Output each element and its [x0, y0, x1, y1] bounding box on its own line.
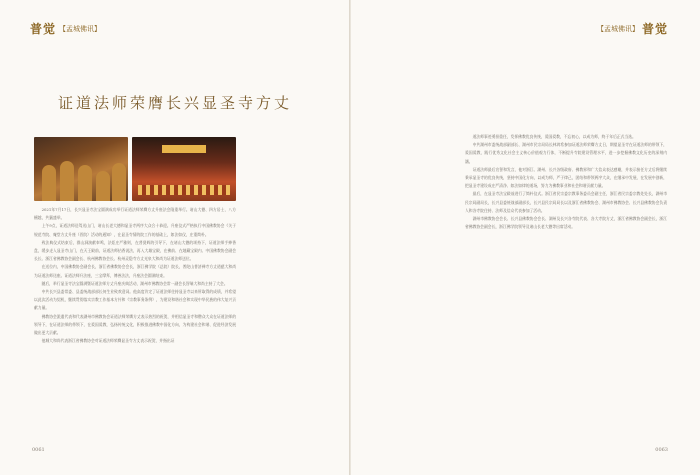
article-title: 证道法师荣膺长兴显圣寺方丈 — [58, 94, 293, 112]
column-label: 【孟城佛讯】 — [59, 24, 102, 33]
paragraph: 随后，举行显圣寺法宝圆满暨证道法师方丈升座庆典活动，湖州市佛教协会常一副会长智瑞大和尚主持了大会。 — [41, 280, 228, 286]
paragraph: 道法师事迹勇担重任，发挥佛教优良传统，爱国爱教，不忘初心，以戒为师，终于年后正式当选。 — [472, 134, 636, 139]
paragraph: 在送位内，中国佛教协会副会长，浙江省佛教协会会长，浙江佛学院（总院）院长，普陀山普济禅寺方丈道慈大和尚为证道法师送座。证道法师升法座，三宝摩拜，傅善法法，升座法会圆满结束。 — [34, 264, 236, 278]
paragraph: 致法典仪式结束后，群山洞演献奉鸣，法炬庄严雅则，在普贤辉的引导下，在诸山大德的颂持下，证道法师手捧香盘，缓步走入显圣寺山门，在天王殿前，证道法师拈香说法，再入大雄宝殿，在佛前、在地藏宝殿内、中国佛教协会副会长长、浙江省佛教协会副会长、杭州佛教协会长、杭州灵隐寺方丈光泉大和尚为证道法师送位。 — [34, 239, 236, 262]
ceremony-photo-monks — [34, 137, 128, 201]
paragraph: 中共湖州市委统战部副部长、湖州市民宗局局长林鸿希参加证道法师荣膺方丈日，期望显圣寺在证道法师的带领下，爱国爱教，践行优秀文化社会主义核心价值观力行体，不断提升寺院建设管理水平，进一步挖掘佛教文化历史的深刻内涵。 — [465, 142, 667, 164]
article-body-right — [465, 133, 667, 231]
left-page — [0, 0, 349, 475]
right-page — [351, 0, 700, 475]
article-body-left — [34, 206, 236, 345]
ceremony-photo-hall — [132, 137, 236, 201]
paragraph: 2021年7月17日，长兴显圣寺法宝圆满成功举行证道法师荣膺方丈升座法会隆重举行。诸山大德、四方居士，八方檀越，共襄盛举。 — [34, 207, 236, 221]
magazine-logo: 普觉 — [30, 22, 57, 36]
paragraph: 湖州市佛教协会会长、长兴县佛教协会会长、湖州及长兴各寺院代表、各大寺院方丈，浙江省佛教协会副会长，浙江省佛教协会副会长，浙江佛学院领导及诸山长老大德等出席活动。 — [465, 216, 667, 230]
brand-header — [30, 20, 101, 37]
paragraph: 上午9点，证道法师送驾送山门，诸山长老大德和显圣寺两序大众合十恭迎。升座仪式严格执行中国佛教协会《关于规范寺院、庵堂方丈升座（晋院）活动的通知》，在显圣寺情的院工作的基础上，如法如仪，庄重简朴。 — [34, 223, 236, 237]
paragraph: 佛教协会派遣代表和代表湖州市佛教协会证道法师荣膺方丈表示热烈的祝贺，并相信显圣寺和僧众大众在证道法师的领导下，在证道法师的带领下，在爱国爱教，弘扬传统文化，积极推进佛教中国化方向，为构建社会和谐、促进经济发展做出更大贡献。 — [34, 313, 236, 336]
page-number-right: 0063 — [655, 447, 668, 453]
paragraph: 最后，在显圣寺法宝殿前进行了简朴仪式。浙江省民宗委宗教事务委员会副主任，浙江省民宗委宗教处处长，湖州市民宗局副局长，长兴县委统战部副部长，长兴县民宗局局长以及浙江省佛教协会、湖州市佛教协会、长兴县佛教协会负责人和各寺院住持、法师及信众代表参加了活动。 — [465, 191, 667, 213]
paragraph: 中共长兴县委常委、县委统战部部长何生业致欢迎词。他高度肯定了证道法师往持显圣寺以来所取得的成绩，并希望以此次活动为契机，继续贯彻落实宗教工作基本方针和《宗教事务条例》，为建设和谐社会和实现中华民族的伟大复兴贡献力量。 — [34, 289, 236, 311]
magazine-logo: 普觉 — [641, 22, 668, 36]
page-number-left: 0061 — [32, 447, 45, 453]
column-label: 【孟城佛讯】 — [596, 24, 639, 33]
paragraph: 证道法师最后宣誓和发言，他对浙江、湖州、长兴各级政府、佛教界和广大信众表达感谢，并表示接任方丈后将继续秉承显圣寺的优良传统，坚持中国化方向，以戒为师，严于律己，团结和带领两序大众，在继承中发展，在发展中创新，把显圣寺建设成庄严清净、如法如律的道场，努力为佛教事业和社会和谐贡献力量。 — [465, 166, 667, 189]
brand-header — [597, 20, 668, 37]
paragraph: 他城大和尚代表浙江省佛教协会对证道法师荣膺显圣寺方丈表示祝贺，并指出证 — [41, 338, 175, 344]
